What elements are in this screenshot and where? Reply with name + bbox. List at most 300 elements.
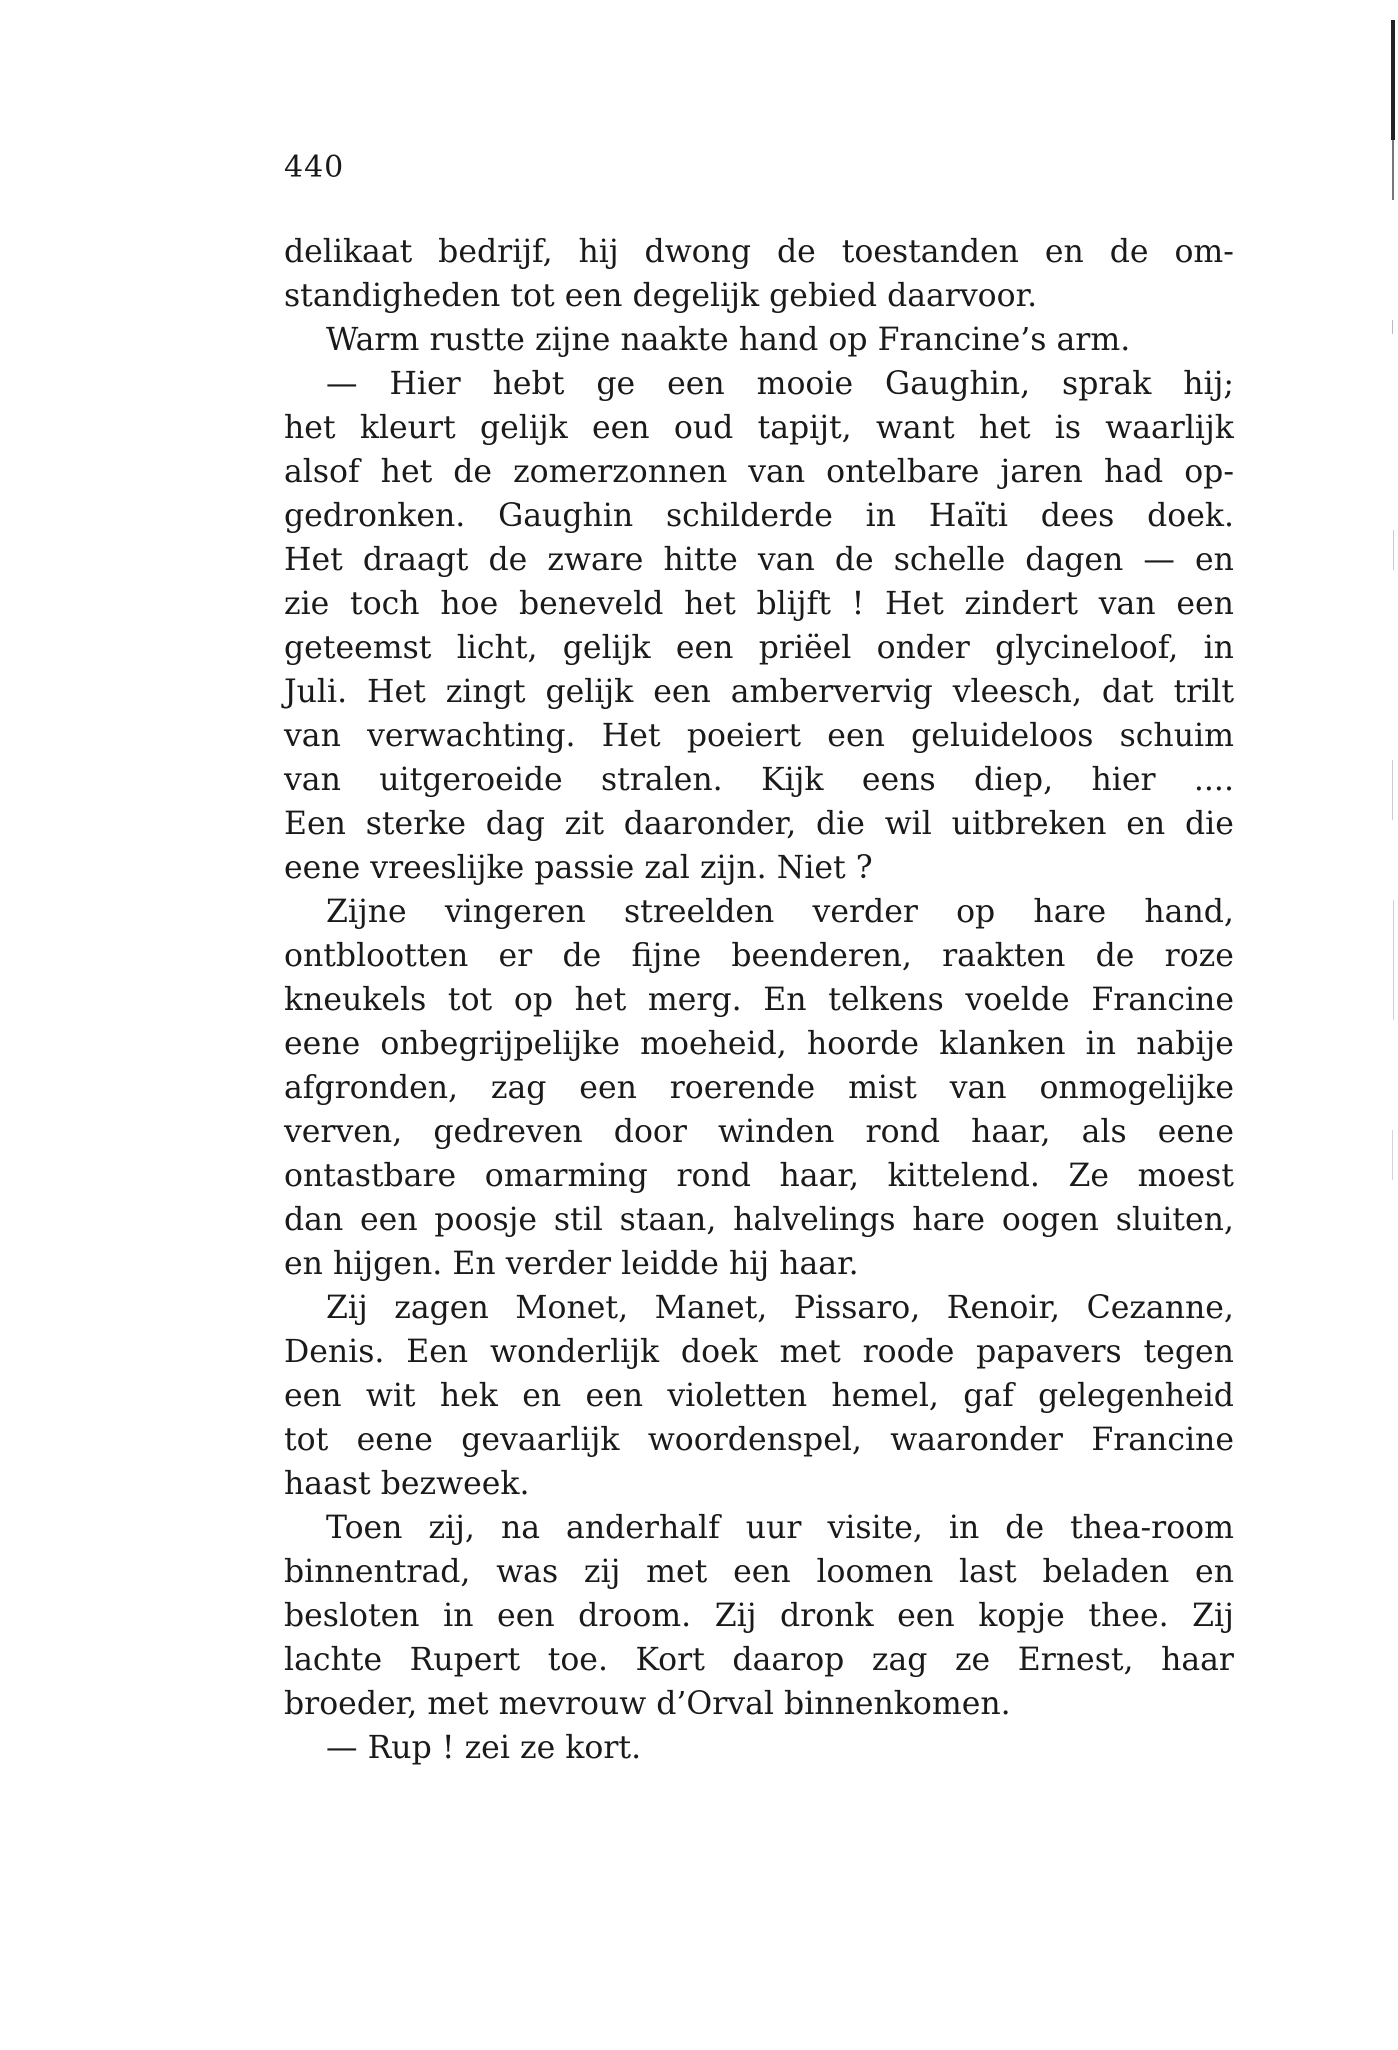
- word: hijgen.: [333, 1246, 443, 1282]
- text-line: [284, 758, 1234, 802]
- word: hoorde: [806, 1026, 920, 1062]
- word: streelden: [624, 894, 775, 930]
- text-line: [284, 1682, 1234, 1726]
- word: van: [284, 762, 341, 798]
- word: telkens: [828, 982, 944, 1018]
- word: zomerzonnen: [513, 454, 728, 490]
- word: binnentrad,: [284, 1554, 471, 1590]
- word: dag: [485, 806, 545, 842]
- word: een: [897, 1598, 955, 1634]
- word: verven,: [284, 1114, 403, 1150]
- word: op: [828, 322, 868, 358]
- word: afgronden,: [284, 1070, 459, 1106]
- word: merg.: [647, 982, 742, 1018]
- word: mist: [848, 1070, 917, 1106]
- word: een: [653, 674, 711, 710]
- word: Zij: [1192, 1598, 1234, 1634]
- text-line: [284, 494, 1234, 538]
- word: gebied: [769, 278, 877, 314]
- word: —: [1143, 542, 1175, 578]
- word: Rupert: [409, 1642, 521, 1678]
- word: zag: [871, 1642, 928, 1678]
- word: verder: [505, 1246, 612, 1282]
- text-line: [284, 802, 1234, 846]
- word: een: [827, 718, 885, 754]
- text-line: [284, 1726, 1234, 1770]
- word: de: [834, 542, 874, 578]
- word: hoe: [440, 586, 499, 622]
- word: Cezanne,: [1086, 1290, 1234, 1326]
- word: zij,: [428, 1510, 475, 1546]
- word: uitbreken: [951, 806, 1107, 842]
- word: en: [1126, 806, 1166, 842]
- word: bedrijf,: [438, 234, 553, 270]
- word: Warm: [326, 322, 420, 358]
- word: beneveld: [518, 586, 664, 622]
- word: last: [959, 1554, 1017, 1590]
- word: gedreven: [433, 1114, 583, 1150]
- word: omarming: [484, 1158, 648, 1194]
- edge-speck: [1393, 530, 1394, 570]
- word: zagen: [394, 1290, 489, 1326]
- word: dagen: [1025, 542, 1124, 578]
- word: een: [592, 410, 650, 446]
- word: in: [443, 1598, 474, 1634]
- text-line: [284, 1330, 1234, 1374]
- word: anderhalf: [566, 1510, 720, 1546]
- word: gelijk: [562, 630, 651, 666]
- text-line: [284, 538, 1234, 582]
- word: kleurt: [359, 410, 456, 446]
- word: hij: [729, 1246, 770, 1282]
- word: haar: [1161, 1642, 1234, 1678]
- page-number: 440: [284, 150, 345, 185]
- text-line: [284, 1462, 1234, 1506]
- word: een: [733, 1554, 791, 1590]
- word: uitgeroeide: [379, 762, 563, 798]
- word: zij: [583, 1554, 621, 1590]
- text-line: [284, 1638, 1234, 1682]
- word: besloten: [284, 1598, 420, 1634]
- word: als: [1081, 1114, 1127, 1150]
- word: dan: [284, 1202, 344, 1238]
- word: kittelend.: [887, 1158, 1040, 1194]
- word: toch: [350, 586, 420, 622]
- text-line: [284, 714, 1234, 758]
- word: de: [488, 542, 528, 578]
- word: Juli.: [284, 674, 348, 710]
- word: ....: [1193, 762, 1234, 798]
- word: beenderen,: [731, 938, 912, 974]
- word: rond: [676, 1158, 751, 1194]
- word: in: [1203, 630, 1234, 666]
- word: tot: [284, 1422, 329, 1458]
- word: halvelings: [733, 1202, 896, 1238]
- word: daaronder,: [623, 806, 797, 842]
- word: gedronken.: [284, 498, 466, 534]
- word: dwong: [644, 234, 752, 270]
- word: onmogelijke: [1039, 1070, 1234, 1106]
- word: en: [1044, 234, 1084, 270]
- text-line: [284, 230, 1234, 274]
- word: mooie: [756, 366, 854, 402]
- word: klanken: [939, 1026, 1066, 1062]
- word: hemel,: [831, 1378, 939, 1414]
- word: raakten: [942, 938, 1066, 974]
- word: van: [757, 542, 815, 578]
- word: sprak: [1062, 366, 1152, 402]
- word: na: [500, 1510, 541, 1546]
- word: van: [1098, 586, 1156, 622]
- word: zware: [547, 542, 644, 578]
- word: zit: [564, 806, 604, 842]
- word: ontastbare: [284, 1158, 457, 1194]
- word: en: [1194, 542, 1234, 578]
- word: een: [675, 630, 734, 666]
- word: schilderde: [665, 498, 833, 534]
- word: zijne: [535, 322, 611, 358]
- word: schelle: [893, 542, 1006, 578]
- word: visite,: [827, 1510, 923, 1546]
- word: was: [496, 1554, 559, 1590]
- word: roerende: [669, 1070, 816, 1106]
- word: droom.: [578, 1598, 692, 1634]
- word: hek: [439, 1378, 498, 1414]
- text-line: [284, 318, 1234, 362]
- text-line: [284, 582, 1234, 626]
- word: daarop: [732, 1642, 845, 1678]
- text-line: [284, 1594, 1234, 1638]
- word: Kort: [635, 1642, 705, 1678]
- word: mevrouw: [498, 1686, 647, 1722]
- text-line: [284, 1110, 1234, 1154]
- word: hier: [1091, 762, 1156, 798]
- word: licht,: [456, 630, 538, 666]
- word: het: [978, 410, 1031, 446]
- word: is: [1054, 410, 1082, 446]
- word: een: [1176, 586, 1234, 622]
- word: geluideloos: [911, 718, 1094, 754]
- word: op: [513, 982, 553, 1018]
- word: Francine’s: [877, 322, 1047, 358]
- word: ontblootten: [284, 938, 469, 974]
- word: zindert: [964, 586, 1079, 622]
- word: hebt: [492, 366, 565, 402]
- word: op-: [1184, 454, 1234, 490]
- word: binnenkomen.: [784, 1686, 1011, 1722]
- text-line: [284, 1066, 1234, 1110]
- word: !: [441, 1730, 455, 1766]
- word: winden: [718, 1114, 835, 1150]
- word: de: [1109, 234, 1149, 270]
- word: een: [360, 1202, 418, 1238]
- word: en: [1195, 1554, 1234, 1590]
- word: hij;: [1183, 366, 1234, 402]
- word: tapijt,: [757, 410, 852, 446]
- word: en: [522, 1378, 562, 1414]
- word: priëel: [758, 630, 852, 666]
- word: wil: [884, 806, 932, 842]
- text-line: [284, 1286, 1234, 1330]
- word: de: [1095, 938, 1135, 974]
- word: Een: [406, 1334, 469, 1370]
- word: dronk: [780, 1598, 874, 1634]
- word: Het: [284, 542, 343, 578]
- word: Niet: [776, 850, 846, 886]
- word: zei: [464, 1730, 510, 1766]
- word: !: [851, 586, 865, 622]
- word: rond: [865, 1114, 941, 1150]
- word: zingt: [445, 674, 526, 710]
- word: trilt: [1173, 674, 1234, 710]
- word: het: [684, 586, 736, 622]
- word: gelijk: [545, 674, 634, 710]
- word: Francine: [1091, 1422, 1234, 1458]
- word: papavers: [976, 1334, 1122, 1370]
- word: ontelbare: [826, 454, 980, 490]
- word: Een: [284, 806, 346, 842]
- word: in: [865, 498, 897, 534]
- edge-speck: [1392, 760, 1393, 820]
- word: tegen: [1143, 1334, 1234, 1370]
- word: haar,: [779, 1158, 859, 1194]
- word: Denis.: [284, 1334, 385, 1370]
- word: Zij: [714, 1598, 757, 1634]
- word: hij: [578, 234, 619, 270]
- word: alsof: [284, 454, 360, 490]
- word: poosje: [434, 1202, 538, 1238]
- word: En: [763, 982, 807, 1018]
- word: van: [284, 718, 341, 754]
- word: moeheid,: [640, 1026, 787, 1062]
- word: haar.: [779, 1246, 859, 1282]
- word: broeder,: [284, 1686, 418, 1722]
- word: dees: [1040, 498, 1115, 534]
- word: met: [646, 1554, 708, 1590]
- word: hand,: [1144, 894, 1234, 930]
- word: gelijk: [479, 410, 568, 446]
- word: van: [949, 1070, 1007, 1106]
- word: rustte: [429, 322, 525, 358]
- word: de: [562, 938, 602, 974]
- word: poeiert: [686, 718, 802, 754]
- word: om-: [1174, 234, 1234, 270]
- word: stralen.: [601, 762, 723, 798]
- word: woordenspel,: [647, 1422, 862, 1458]
- word: Hier: [389, 366, 461, 402]
- text-line: [284, 626, 1234, 670]
- word: wit: [365, 1378, 416, 1414]
- word: toe.: [547, 1642, 608, 1678]
- word: thea-room: [1070, 1510, 1234, 1546]
- word: zijn.: [699, 850, 767, 886]
- word: Rup: [367, 1730, 432, 1766]
- text-line: [284, 890, 1234, 934]
- word: hitte: [663, 542, 738, 578]
- word: en: [284, 1246, 323, 1282]
- word: Ernest,: [1017, 1642, 1134, 1678]
- word: ambervervig: [730, 674, 933, 710]
- word: glycineloof,: [995, 630, 1179, 666]
- word: d’Orval: [656, 1686, 774, 1722]
- text-line: [284, 406, 1234, 450]
- text-line: [284, 1506, 1234, 1550]
- text-line: [284, 274, 1234, 318]
- text-line: [284, 1198, 1234, 1242]
- word: zag: [490, 1070, 547, 1106]
- word: standigheden: [284, 278, 501, 314]
- word: uur: [745, 1510, 802, 1546]
- word: violetten: [667, 1378, 808, 1414]
- word: het: [284, 410, 336, 446]
- word: ge: [596, 366, 636, 402]
- word: Haïti: [928, 498, 1008, 534]
- word: ze: [519, 1730, 556, 1766]
- word: thee.: [1088, 1598, 1169, 1634]
- word: eene: [1157, 1114, 1234, 1150]
- word: Het: [367, 674, 426, 710]
- word: een: [564, 278, 623, 314]
- word: sluiten,: [1115, 1202, 1234, 1238]
- word: loomen: [816, 1554, 934, 1590]
- scanned-page-edge: [1378, 0, 1398, 2050]
- word: de: [777, 234, 816, 270]
- word: delikaat: [284, 234, 413, 270]
- word: beladen: [1042, 1554, 1170, 1590]
- word: in: [948, 1510, 980, 1546]
- word: van: [748, 454, 806, 490]
- word: roode: [862, 1334, 955, 1370]
- text-line: [284, 1374, 1234, 1418]
- word: arm.: [1056, 322, 1131, 358]
- word: Pissaro,: [793, 1290, 921, 1326]
- word: onder: [876, 630, 970, 666]
- text-line: [284, 362, 1234, 406]
- word: waaronder: [890, 1422, 1063, 1458]
- word: kort.: [565, 1730, 642, 1766]
- word: degelijk: [632, 278, 760, 314]
- word: Gaughin,: [885, 366, 1031, 402]
- body-text: [284, 230, 1234, 1770]
- word: En: [452, 1246, 496, 1282]
- word: kneukels: [284, 982, 427, 1018]
- word: haar,: [971, 1114, 1051, 1150]
- word: oogen: [1001, 1202, 1099, 1238]
- word: blijft: [756, 586, 831, 622]
- word: in: [1085, 1026, 1117, 1062]
- word: verder: [812, 894, 918, 930]
- word: een: [284, 1378, 342, 1414]
- word: moest: [1137, 1158, 1234, 1194]
- word: fijne: [631, 938, 702, 974]
- word: hare: [912, 1202, 986, 1238]
- word: Manet,: [654, 1290, 768, 1326]
- word: doek: [680, 1334, 758, 1370]
- edge-speck: [1393, 900, 1394, 1020]
- text-line: [284, 1022, 1234, 1066]
- word: gevaarlijk: [461, 1422, 620, 1458]
- word: haast: [284, 1466, 371, 1502]
- word: zie: [284, 586, 330, 622]
- word: daarvoor.: [887, 278, 1038, 314]
- word: door: [613, 1114, 687, 1150]
- word: stil: [553, 1202, 603, 1238]
- word: onbegrijpelijke: [380, 1026, 620, 1062]
- word: zal: [644, 850, 690, 886]
- word: doek.: [1147, 498, 1234, 534]
- word: hand: [738, 322, 819, 358]
- word: die: [1185, 806, 1234, 842]
- word: Francine: [1091, 982, 1234, 1018]
- word: Ze: [1068, 1158, 1110, 1194]
- word: want: [875, 410, 955, 446]
- word: kopje: [978, 1598, 1065, 1634]
- word: gelegenheid: [1038, 1378, 1234, 1414]
- edge-shadow-mark: [1392, 140, 1394, 200]
- word: tot: [447, 982, 493, 1018]
- word: leidde: [621, 1246, 719, 1282]
- word: een: [579, 1070, 637, 1106]
- word: nabije: [1136, 1026, 1234, 1062]
- word: Zijne: [326, 894, 407, 930]
- word: Toen: [326, 1510, 403, 1546]
- word: Het: [601, 718, 661, 754]
- word: roze: [1164, 938, 1234, 974]
- text-line: [284, 978, 1234, 1022]
- word: had: [1103, 454, 1164, 490]
- word: voelde: [965, 982, 1070, 1018]
- edge-shadow-mark: [1391, 20, 1395, 140]
- text-line: [284, 1550, 1234, 1594]
- word: vreeslijke: [370, 850, 525, 886]
- word: de: [453, 454, 493, 490]
- text-line: [284, 1242, 1234, 1286]
- word: oud: [673, 410, 734, 446]
- word: —: [326, 366, 358, 402]
- word: hare: [1033, 894, 1107, 930]
- word: diep,: [974, 762, 1054, 798]
- word: sterke: [365, 806, 466, 842]
- word: Kijk: [761, 762, 824, 798]
- word: er: [498, 938, 533, 974]
- word: vleesch,: [952, 674, 1082, 710]
- word: de: [1005, 1510, 1045, 1546]
- word: eene: [284, 1026, 361, 1062]
- text-line: [284, 1418, 1234, 1462]
- word: naakte: [620, 322, 729, 358]
- word: een: [497, 1598, 555, 1634]
- word: Renoir,: [946, 1290, 1061, 1326]
- word: het: [574, 982, 627, 1018]
- word: Monet,: [515, 1290, 629, 1326]
- word: —: [326, 1730, 358, 1766]
- word: ?: [855, 850, 873, 886]
- word: eens: [861, 762, 936, 798]
- word: met: [779, 1334, 841, 1370]
- word: Het: [885, 586, 944, 622]
- text-line: [284, 450, 1234, 494]
- word: staan,: [619, 1202, 717, 1238]
- word: geteemst: [284, 630, 432, 666]
- word: eene: [356, 1422, 433, 1458]
- word: een: [667, 366, 725, 402]
- word: met: [427, 1686, 489, 1722]
- word: het: [380, 454, 433, 490]
- word: draagt: [362, 542, 469, 578]
- word: schuim: [1119, 718, 1234, 754]
- word: ze: [954, 1642, 991, 1678]
- text-line: [284, 670, 1234, 714]
